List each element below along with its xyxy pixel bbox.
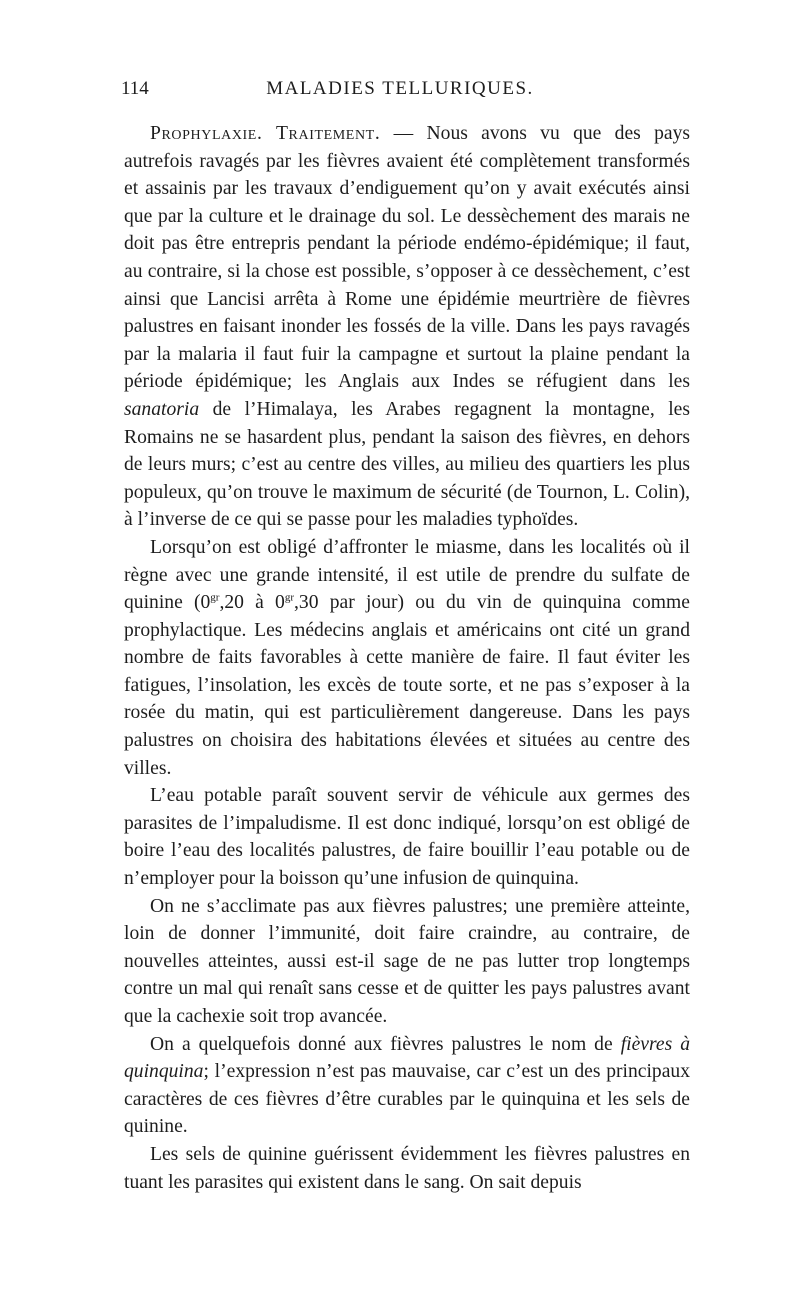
body-text — [124, 120, 690, 1196]
italic-term: sanatoria — [124, 398, 200, 420]
paragraph-text: de l’Himalaya, les Arabes regagnent la montagne, les Romains ne se hasardent plus, pendant la saison des fièvres, en dehors de leurs murs; c’est au centre des villes, au milieu des quartiers les plus populeux, qu’on trouve le maximum de sécurité (de Tournon, L. Colin), à l’inverse de ce qui se passe pour les maladies typhoïdes. — [124, 398, 690, 531]
paragraph-text: ,20 à 0 — [219, 592, 285, 614]
paragraph-miasme — [124, 534, 690, 782]
paragraph-eau-potable — [124, 782, 690, 892]
paragraph-text: Les sels de quinine guérissent évidemment les fièvres palustres en tuant les parasites qui existent dans le sang. On sait depuis — [124, 1143, 690, 1193]
paragraph-sels-quinine — [124, 1141, 690, 1196]
italic-term: fièvres à quinquina — [124, 1033, 690, 1083]
page-number: 114 — [121, 78, 149, 99]
running-title: MALADIES TELLURIQUES. — [266, 78, 534, 99]
page-header — [0, 78, 800, 108]
paragraph-text: L’eau potable paraît souvent servir de véhicule aux germes des parasites de l’impaludisme. Il est donc indiqué, lorsqu’on est obligé de boire l’eau des localités palustres, de faire bouillir l’eau potable ou de n’employer pour la boisson qu’une infusion de quinquina. — [124, 785, 690, 890]
unit-superscript: gr — [284, 591, 295, 604]
paragraph-text: Lorsqu’on est obligé d’affronter le miasme, dans les localités où il règne avec une grande intensité, il est utile de prendre du sulfate de quinine (0 — [124, 536, 690, 614]
paragraph-acclimatation — [124, 893, 690, 1031]
paragraph-text: — Nous avons vu que des pays autrefois ravagés par les fièvres avaient été complètement transformés et assainis par les travaux d’endiguement qu’on y avait exécutés ainsi que par la culture et le drainage du sol. Le dessèchement des marais ne doit pas être entrepris pendant la période endémo-épidémique; il faut, au contraire, si la chose est possible, s’opposer à ce dessèchement, c’est ainsi que Lancisi arrêta à Rome une épidémie meurtrière de fièvres palustres en faisant inonder les fossés de la ville. Dans les pays ravagés par la malaria il faut fuir la campagne et surtout la plaine pendant la période épidémique; les Anglais aux Indes se réfugient dans les — [124, 123, 690, 393]
paragraph-text: ,30 par jour) ou du vin de quinquina comme prophylactique. Les médecins anglais et américains ont cité un grand nombre de faits favorables à cette manière de faire. Il faut éviter les fatigues, l’insolation, les excès de toute sorte, et ne pas s’exposer à la rosée du matin, qui est particulièrement dangereuse. Dans les pays palustres on choisira des habitations élevées et situées au centre des villes. — [124, 592, 690, 779]
paragraph-text: On a quelquefois donné aux fièvres palustres le nom de — [150, 1033, 621, 1055]
unit-superscript: gr — [210, 591, 220, 604]
paragraph-text: ; l’expression n’est pas mauvaise, car c’est un des principaux caractères de ces fièvres d’être curables par le quinquina et les sels de quinine. — [124, 1061, 690, 1138]
paragraph-prophylaxie — [124, 120, 690, 534]
paragraph-text: On ne s’acclimate pas aux fièvres palustres; une première atteinte, loin de donner l’immunité, doit faire craindre, au contraire, de nouvelles atteintes, aussi est-il sage de ne pas lutter trop longtemps contre un mal qui renaît sans cesse et de quitter les pays palustres avant que la cachexie soit trop avancée. — [124, 895, 690, 1027]
section-heading: Prophylaxie. Traitement. — [150, 123, 381, 144]
paragraph-fievres-quinquina — [124, 1031, 690, 1141]
